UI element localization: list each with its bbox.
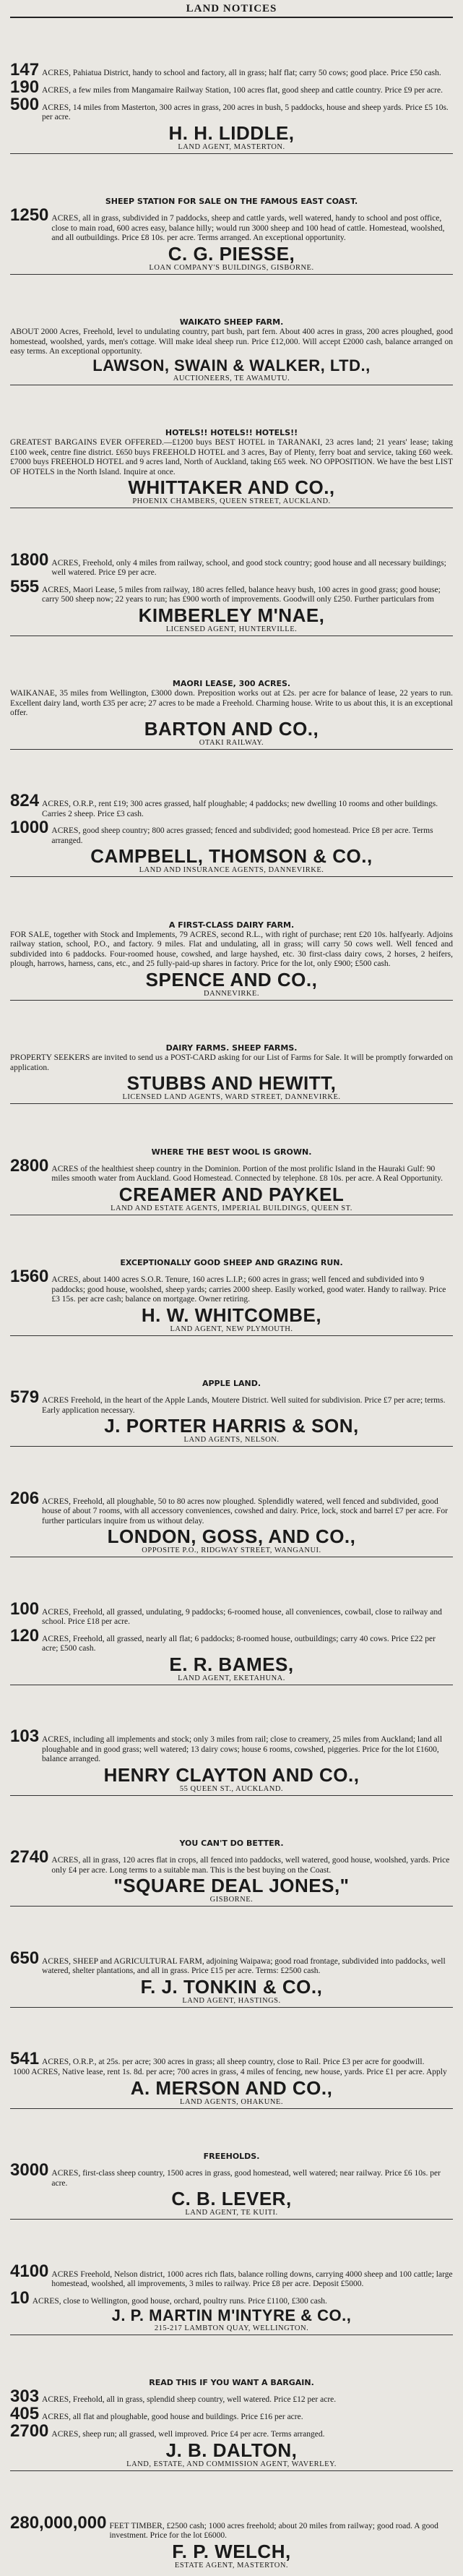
agent-address: 215-217 LAMBTON QUAY, WELLINGTON. xyxy=(154,2324,309,2332)
agent-name: J. PORTER HARRIS & SON, xyxy=(104,1415,359,1437)
listing-line xyxy=(10,1950,453,1977)
agent-address: OPPOSITE P.O., RIDGWAY STREET, WANGANUI. xyxy=(142,1546,321,1555)
advertisement xyxy=(10,2151,453,2220)
acreage-number: 824 xyxy=(10,791,40,811)
listing-text: ACRES, about 1400 acres S.O.R. Tenure, 160 acres L.I.P.; 600 acres in grass; well fenced and subdivided into 9 paddocks; good house, woolshed, sheep yards; carries 2000 sheep. Easily worked, good water. Handy to railway. Price £3 15s. per acre cash; balance on mortgage. Owner retiring. xyxy=(51,1275,446,1304)
acreage-number: 555 xyxy=(10,576,40,596)
listing-line xyxy=(10,1389,453,1416)
agent-name: STUBBS AND HEWITT, xyxy=(126,1072,337,1095)
listing-line xyxy=(10,79,453,96)
ad-body: WAIKANAE, 35 miles from Wellington, £3000 down. Preposition works out at £2s. per acre for balance of lease, 22 years to run. Excellent dairy land, worth £35 per acre; 27 acres to be made a Freehold. Charming house. Write to us about this, it is an exceptional offer. xyxy=(10,689,453,718)
acreage-number: 10 xyxy=(10,2288,30,2308)
agent-address: LAND AGENT, TE KUITI. xyxy=(185,2209,278,2217)
advertisement xyxy=(10,792,453,877)
agent-name: J. P. MARTIN M'INTYRE & CO., xyxy=(111,2306,352,2324)
listing-line xyxy=(10,2068,453,2078)
advertisement xyxy=(10,1147,453,1215)
agent-address: GISBORNE. xyxy=(209,1896,254,1904)
acreage-number: 206 xyxy=(10,1488,40,1508)
advertisement xyxy=(10,427,453,508)
acreage-number: 120 xyxy=(10,1625,40,1646)
ad-body: GREATEST BARGAINS EVER OFFERED.—£1200 buys BEST HOTEL in TARANAKI, 23 acres land; 21 years' lease; taking £100 week, centre fine district. £650 buys FREEHOLD HOTEL and 3 acres, Bay of Plenty, ferry boat and service, taking £60 week. £7000 buys FREEHOLD HOTEL and 9 acres land, North of Auckland, taking £65 week. NO OPPOSITION. We have the best LIST OF HOTELS in the North Island. Inquire at once. xyxy=(10,438,453,476)
agent-name: "SQUARE DEAL JONES," xyxy=(113,1875,350,1897)
listing-line xyxy=(10,1155,453,1184)
advertisement xyxy=(10,317,453,385)
listing-line xyxy=(10,207,453,244)
ad-heading: YOU CAN'T DO BETTER. xyxy=(179,1839,284,1849)
listing-text: ACRES, including all implements and stock; only 3 miles from rail; close to creamery, 25 miles from Auckland; land all ploughable and in good grass; well watered; 13 dairy cows; house 6 rooms, cowshed, piggeries. Price for the lot £1600, balance arranged. xyxy=(42,1735,443,1764)
ad-heading: WHERE THE BEST WOOL IS GROWN. xyxy=(151,1147,312,1157)
acreage-number: 147 xyxy=(10,59,40,80)
listing-text: ACRES, all flat and ploughable, good house and buildings. Price £16 per acre. xyxy=(42,2413,303,2422)
listing-line xyxy=(10,61,453,79)
advertisement xyxy=(10,1600,453,1685)
listing-line xyxy=(10,2263,453,2290)
advertisement xyxy=(10,551,453,636)
agent-address: LAND AND ESTATE AGENTS, IMPERIAL BUILDINGS, QUEEN ST. xyxy=(111,1204,352,1212)
advertisement xyxy=(10,1378,453,1447)
listing-text: ACRES, all in grass, 120 acres flat in crops, all fenced into paddocks, well watered, good house, woolshed, yards. Price only £4 per acre. Long terms to a suitable man. This is the best buying on the Coast. xyxy=(51,1856,450,1875)
acreage-number: 650 xyxy=(10,1948,40,1968)
listing-line xyxy=(10,2290,453,2307)
acreage-number: 3000 xyxy=(10,2160,49,2181)
agent-address: LAND AND INSURANCE AGENTS, DANNEVIRKE. xyxy=(139,866,324,875)
agent-name: LAWSON, SWAIN & WALKER, LTD., xyxy=(92,356,371,375)
acreage-number: 1800 xyxy=(10,549,49,570)
agent-name: C. B. LEVER, xyxy=(171,2188,292,2210)
listing-text: ACRES, Freehold, all grassed, nearly all flat; 6 paddocks; 8-roomed house, outbuildings; carry 40 cows. Price £22 per acre; £500 cash. xyxy=(42,1634,436,1653)
listing-text: ACRES, first-class sheep country, 1500 acres in grass, good homestead, well watered; near railway. Price £6 10s. per acre. xyxy=(51,2169,441,2188)
advertisement xyxy=(10,196,453,275)
agent-address: LAND AGENT, HASTINGS. xyxy=(182,1996,281,2005)
acreage-number: 103 xyxy=(10,1726,40,1747)
listing-text: ACRES, O.R.P., at 25s. per acre; 300 acres in grass; all sheep country, close to Rail. Price £3 per acre for goodwill. xyxy=(42,2058,425,2067)
agent-name: SPENCE AND CO., xyxy=(145,968,318,990)
advertisement xyxy=(10,2377,453,2471)
ad-heading: A FIRST-CLASS DAIRY FARM. xyxy=(168,920,295,930)
agent-name: H. W. WHITCOMBE, xyxy=(141,1304,322,1326)
agent-name: BARTON AND CO., xyxy=(144,717,319,740)
listing-text: ACRES, Freehold, all grassed, undulating, 9 paddocks; 6-roomed house, all conveniences, cowbail, close to railway and school. Price £18 per acre. xyxy=(42,1607,442,1627)
listing-line xyxy=(10,2388,453,2405)
listing-line xyxy=(10,1849,453,1875)
ad-heading: DAIRY FARMS. SHEEP FARMS. xyxy=(165,1043,298,1053)
acreage-number: 1250 xyxy=(10,205,49,226)
agent-address: AUCTIONEERS, TE AWAMUTU. xyxy=(173,374,290,382)
listing-line xyxy=(10,549,453,578)
listing-line xyxy=(10,1627,453,1654)
listing-text: ACRES, Freehold, only 4 miles from railway, school, and good stock country; good house and all necessary buildings; well watered. Price £9 per acre. xyxy=(51,558,446,578)
listing-line xyxy=(10,2050,453,2068)
listing-line xyxy=(10,96,453,123)
listing-line xyxy=(10,1268,453,1305)
agent-address: LICENSED LAND AGENTS, WARD STREET, DANNEVIRKE. xyxy=(122,1093,341,1102)
listing-line xyxy=(10,1601,453,1627)
listing-text: ACRES, O.R.P., rent £19; 300 acres grassed, half ploughable; 4 paddocks; new dwelling 10 rooms and other buildings. Carries 2 sheep. Price £3 cash. xyxy=(42,800,438,818)
advertisement xyxy=(10,2050,453,2109)
agent-address: DANNEVIRKE. xyxy=(204,989,259,998)
ad-body: PROPERTY SEEKERS are invited to send us a POST-CARD asking for our List of Farms for Sale. It will be promptly forwarded on application. xyxy=(10,1053,453,1072)
advertisement xyxy=(10,2262,453,2335)
listing-line xyxy=(10,2405,453,2423)
listing-text: ACRES Freehold, in the heart of the Apple Lands, Moutere District. Well suited for subdivision. Price £7 per acre; terms. Early application necessary. xyxy=(42,1396,446,1415)
listing-line xyxy=(10,1728,453,1765)
agent-address: LICENSED AGENT, HUNTERVILLE. xyxy=(165,625,298,633)
advertisement xyxy=(10,1727,453,1796)
acreage-number: 579 xyxy=(10,1387,40,1408)
agent-address: 55 QUEEN ST., AUCKLAND. xyxy=(179,1784,284,1793)
agent-name: WHITTAKER AND CO., xyxy=(128,476,335,499)
listing-line xyxy=(10,819,453,846)
ad-heading: APPLE LAND. xyxy=(202,1379,261,1389)
agent-address: OTAKI RAILWAY. xyxy=(199,738,264,747)
agent-address: LAND AGENTS, NELSON. xyxy=(183,1436,280,1445)
advertisement xyxy=(10,61,453,154)
advertisement xyxy=(10,1949,453,2008)
acreage-number: 303 xyxy=(10,2387,40,2407)
agent-name: F. J. TONKIN & CO., xyxy=(140,1975,323,1998)
acreage-number: 2800 xyxy=(10,1155,49,1176)
advertisement xyxy=(10,920,453,1001)
listing-text: ACRES Freehold, Nelson district, 1000 acres rich flats, balance rolling downs, carrying 4000 sheep and 100 cattle; large homestead, woolshed, all improvements, 3 miles to railway. Price £8 per acre. Deposit £5000. xyxy=(51,2269,453,2289)
listing-text: ACRES, Maori Lease, 5 miles from railway, 180 acres felled, balance heavy bush, 100 acres in good grass; good house; carry 500 sheep now; 22 years to run; has £900 worth of improvements. Goodwill only £250. Further particulars from xyxy=(42,585,441,604)
acreage-number: 100 xyxy=(10,1599,40,1619)
agent-name: CREAMER AND PAYKEL xyxy=(118,1183,345,1205)
advertisement xyxy=(10,1043,453,1104)
agent-name: KIMBERLEY M'NAE, xyxy=(138,604,325,626)
listing-text: ACRES, a few miles from Mangamaire Railway Station, 100 acres flat, good sheep and cattle country. Price £9 per acre. xyxy=(42,85,443,95)
agent-name: E. R. BAMES, xyxy=(169,1653,294,1675)
listing-line xyxy=(10,792,453,819)
listing-text: FEET TIMBER, £2500 cash; 1000 acres freehold; about 20 miles from railway; good road. A good investment. Price for the lot £6000. xyxy=(109,2521,438,2541)
listing-text: ACRES, close to Wellington, good house, orchard, poultry runs. Price £1100, £300 cash. xyxy=(32,2296,327,2306)
agent-name: C. G. PIESSE, xyxy=(168,242,295,265)
acreage-number: 2700 xyxy=(10,2421,49,2442)
listing-text: ACRES, Pahiatua District, handy to school and factory, all in grass; half flat; carry 50 cows; good place. Price £50 cash. xyxy=(42,68,441,77)
acreage-number: 1560 xyxy=(10,1267,49,1287)
agent-address: LAND AGENT, MASTERTON. xyxy=(178,142,285,151)
advertisement xyxy=(10,678,453,750)
ad-heading: WAIKATO SHEEP FARM. xyxy=(179,317,284,328)
advertisement xyxy=(10,1838,453,1907)
ad-body: FOR SALE, together with Stock and Implements, 79 ACRES, second R.L., with right of purchase; rent £20 10s. halfyearly. Adjoins railway station, school, P.O., and factory. 9 miles. Flat and undulating, all in grass; will carry 50 cows well. Well fenced and subdivided into 6 paddocks. Four-roomed house, cowshed, and large hayshed, etc. 30 first-class dairy cows, 2 horses, 2 heifers, plough, harrows, harness, cans, etc., and 25 fully-paid-up shares in factory. Price for the lot, only £900; £500 cash. xyxy=(10,930,453,969)
section-heading: LAND NOTICES xyxy=(10,3,453,18)
listing-line xyxy=(10,2512,453,2541)
listing-text: 1000 ACRES, Native lease, rent 1s. 8d. per acre; 700 acres in grass, 4 miles of fencing, new house, yards. Price £1 per acre. Apply xyxy=(13,2068,447,2077)
agent-name: LONDON, GOSS, AND CO., xyxy=(107,1526,356,1548)
acreage-number: 190 xyxy=(10,77,40,97)
agent-address: ESTATE AGENT, MASTERTON. xyxy=(174,2561,289,2569)
acreage-number: 2740 xyxy=(10,1847,49,1867)
listing-text: ACRES, all in grass, subdivided in 7 paddocks, sheep and cattle yards, well watered, handy to school and post office, close to main road, 600 acres easy, balance hilly; would run 3000 sheep and 100 head of cattle. Homestead, woolshed, and all outbuildings. Price £8 10s. per acre. Terms arranged. An exceptional opportunity. xyxy=(51,214,445,243)
listing-text: ACRES, Freehold, all ploughable, 50 to 80 acres now ploughed. Splendidly watered, well fenced and subdivided, good house of about 7 rooms, with all accessory conveniences, cowshed and dairy. Price, lock, stock and barrel £7 per acre. For further particulars inquire from us without delay. xyxy=(42,1497,448,1526)
ad-heading: EXCEPTIONALLY GOOD SHEEP AND GRAZING RUN. xyxy=(120,1258,343,1268)
advertisement xyxy=(10,1257,453,1336)
agent-address: LAND, ESTATE, AND COMMISSION AGENT, WAVERLEY. xyxy=(126,2460,337,2469)
ad-heading: HOTELS!! HOTELS!! HOTELS!! xyxy=(165,428,298,438)
agent-address: PHOENIX CHAMBERS, QUEEN STREET, AUCKLAND. xyxy=(132,497,331,506)
listing-text: ACRES of the healthiest sheep country in the Dominion. Portion of the most prolific Island in the Hauraki Gulf: 90 miles smooth water from Auckland. Good Homestead. Connected by telephone. £8 10s. per acre. A Real Opportunity. xyxy=(51,1164,443,1184)
listing-line xyxy=(10,578,453,605)
acreage-number: 280,000,000 xyxy=(10,2512,107,2533)
advertisement xyxy=(10,2514,453,2572)
agent-address: LOAN COMPANY'S BUILDINGS, GISBORNE. xyxy=(149,263,314,272)
agent-name: J. B. DALTON, xyxy=(165,2439,298,2462)
ad-body: ABOUT 2000 Acres, Freehold, level to undulating country, part bush, part fern. About 400 acres in grass, 200 acres ploughed, good homestead, woolshed, yards, men's cottage. Will make ideal sheep run. Price £12,000. Will accept £2000 cash, balance arranged on easy terms. An exceptional opportunity. xyxy=(10,328,453,356)
agent-name: H. H. LIDDLE, xyxy=(168,121,295,144)
agent-address: LAND AGENTS, OHAKUNE. xyxy=(180,2097,283,2106)
acreage-number: 405 xyxy=(10,2404,40,2424)
advertisement xyxy=(10,1489,453,1558)
agent-address: LAND AGENT, EKETAHUNA. xyxy=(178,1674,285,1682)
acreage-number: 4100 xyxy=(10,2261,49,2281)
listing-text: ACRES, Freehold, all in grass, splendid sheep country, well watered. Price £12 per acre. xyxy=(42,2395,337,2405)
acreage-number: 500 xyxy=(10,94,40,114)
agent-address: LAND AGENT, NEW PLYMOUTH. xyxy=(170,1325,293,1333)
listing-text: ACRES, SHEEP and AGRICULTURAL FARM, adjoining Waipawa; good road frontage, subdivided into paddocks, well watered, shelter plantations, and all in grass. Price £15 per acre. Terms: £2500 cash. xyxy=(42,1956,446,1976)
agent-name: HENRY CLAYTON AND CO., xyxy=(103,1763,360,1786)
listing-text: ACRES, good sheep country; 800 acres grassed; fenced and subdivided; good homestead. Price £8 per acre. Terms arranged. xyxy=(51,826,433,845)
ad-heading: MAORI LEASE, 300 ACRES. xyxy=(172,679,291,689)
listing-line xyxy=(10,2423,453,2440)
listing-line xyxy=(10,2162,453,2188)
ad-heading: SHEEP STATION FOR SALE ON THE FAMOUS EAST COAST. xyxy=(105,197,358,207)
acreage-number: 541 xyxy=(10,2049,40,2069)
acreage-number: 1000 xyxy=(10,818,49,838)
agent-name: A. MERSON AND CO., xyxy=(130,2076,333,2099)
agent-name: CAMPBELL, THOMSON & CO., xyxy=(90,845,373,868)
agent-name: F. P. WELCH, xyxy=(172,2540,291,2562)
listing-text: ACRES, sheep run; all grassed, well improved. Price £4 per acre. Terms arranged. xyxy=(51,2430,325,2439)
ad-heading: FREEHOLDS. xyxy=(203,2152,260,2162)
ad-heading: READ THIS IF YOU WANT A BARGAIN. xyxy=(149,2378,314,2388)
listing-line xyxy=(10,1490,453,1527)
listing-text: ACRES, 14 miles from Masterton, 300 acres in grass, 200 acres in bush, 5 paddocks, house and sheep yards. Price £5 10s. per acre. xyxy=(42,103,449,122)
